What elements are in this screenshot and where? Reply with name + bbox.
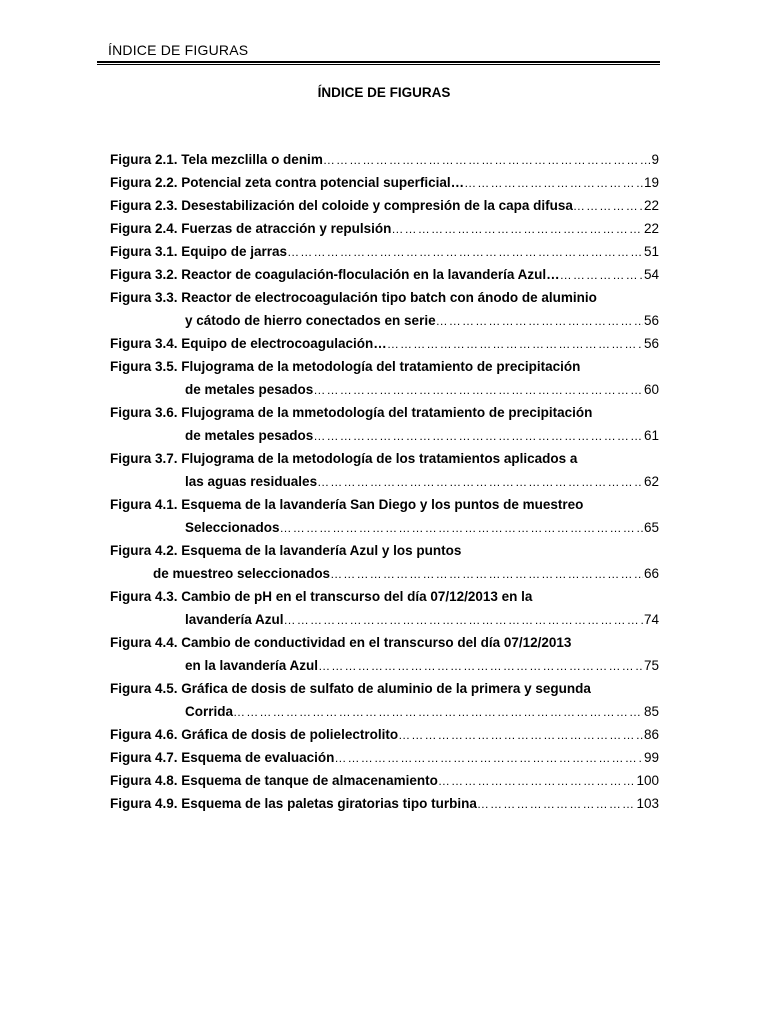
dot-leader xyxy=(323,149,651,171)
toc-entry-text: Figura 4.2. Esquema de la lavandería Azul y los puntos xyxy=(110,543,462,558)
toc-entry-text: Figura 3.7. Flujograma de la metodología de los tratamientos aplicados a xyxy=(110,451,578,466)
toc-entry-text: Figura 3.6. Flujograma de la mmetodología del tratamiento de precipitación xyxy=(110,405,593,420)
toc-entry-text: Figura 4.9. Esquema de las paletas giratorias tipo turbina xyxy=(110,796,477,811)
toc-page-number: 60 xyxy=(643,382,659,397)
toc-entry-line xyxy=(110,539,659,562)
toc-page-number: 19 xyxy=(643,175,659,190)
toc-entry-line xyxy=(110,217,659,240)
toc-entry-text: Figura 2.2. Potencial zeta contra potencial superficial… xyxy=(110,175,465,190)
toc-entry-text: Figura 4.7. Esquema de evaluación xyxy=(110,750,335,765)
toc-page-number: 74 xyxy=(643,612,659,627)
toc-page-number: 61 xyxy=(643,428,659,443)
dot-leader xyxy=(313,425,643,447)
page-title-text: ÍNDICE DE FIGURAS xyxy=(317,85,451,100)
toc-entry-text: Figura 4.5. Gráfica de dosis de sulfato de aluminio de la primera y segunda xyxy=(110,681,591,696)
dot-leader xyxy=(330,563,643,585)
toc-entry-line xyxy=(110,562,659,585)
dot-leader xyxy=(573,195,643,217)
toc-page-number: 54 xyxy=(643,267,659,282)
dot-leader xyxy=(477,793,636,815)
dot-leader xyxy=(317,471,643,493)
dot-leader xyxy=(391,218,643,240)
header-rule-thin xyxy=(97,64,660,65)
toc-entry-line xyxy=(110,493,659,516)
dot-leader xyxy=(233,701,643,723)
toc-entry-text: y cátodo de hierro conectados en serie xyxy=(185,313,436,328)
toc-entry-text: Figura 4.6. Gráfica de dosis de polielectrolito xyxy=(110,727,399,742)
toc-entry-line xyxy=(110,746,659,769)
toc-entry-line xyxy=(110,608,659,631)
toc-entry-text: Figura 2.1. Tela mezclilla o denim xyxy=(110,152,323,167)
dot-leader xyxy=(280,517,643,539)
toc-entry-text: Figura 4.8. Esquema de tanque de almacenamiento xyxy=(110,773,438,788)
toc-entry-line xyxy=(110,447,659,470)
figure-index-list xyxy=(110,148,659,815)
toc-entry-text: Figura 3.5. Flujograma de la metodología del tratamiento de precipitación xyxy=(110,359,581,374)
toc-entry-line xyxy=(110,378,659,401)
dot-leader xyxy=(436,310,643,332)
toc-entry-line xyxy=(110,631,659,654)
toc-page-number: 56 xyxy=(643,313,659,328)
toc-entry-text: las aguas residuales xyxy=(185,474,318,489)
toc-page-number: 100 xyxy=(636,773,659,788)
dot-leader xyxy=(313,379,643,401)
toc-entry-line xyxy=(110,401,659,424)
dot-leader xyxy=(387,333,643,355)
dot-leader xyxy=(284,609,643,631)
toc-entry-text: en la lavandería Azul xyxy=(185,658,319,673)
toc-entry-line xyxy=(110,654,659,677)
toc-page-number: 86 xyxy=(643,727,659,742)
toc-entry-text: Figura 3.3. Reactor de electrocoagulación tipo batch con ánodo de aluminio xyxy=(110,290,597,305)
toc-entry-line xyxy=(110,332,659,355)
toc-entry-line xyxy=(110,355,659,378)
toc-entry-text: Figura 3.2. Reactor de coagulación-floculación en la lavandería Azul… xyxy=(110,267,560,282)
toc-entry-text: de metales pesados xyxy=(185,428,314,443)
toc-entry-text: lavandería Azul xyxy=(185,612,284,627)
running-header: ÍNDICE DE FIGURAS xyxy=(108,42,249,58)
toc-entry-line xyxy=(110,585,659,608)
toc-page-number: 65 xyxy=(643,520,659,535)
toc-entry-line xyxy=(110,700,659,723)
page-title xyxy=(0,85,768,100)
toc-page-number: 75 xyxy=(643,658,659,673)
toc-entry-line xyxy=(110,286,659,309)
dot-leader xyxy=(438,770,636,792)
toc-entry-line xyxy=(110,677,659,700)
toc-entry-text: Figura 2.3. Desestabilización del coloide y compresión de la capa difusa xyxy=(110,198,573,213)
toc-entry-text: de metales pesados xyxy=(185,382,314,397)
header-rule xyxy=(97,61,660,63)
dot-leader xyxy=(560,264,643,286)
toc-entry-line xyxy=(110,263,659,286)
toc-entry-line xyxy=(110,470,659,493)
dot-leader xyxy=(334,747,643,769)
toc-entry-text: de muestreo seleccionados xyxy=(153,566,331,581)
toc-page-number: 22 xyxy=(643,198,659,213)
dot-leader xyxy=(318,655,643,677)
toc-entry-line xyxy=(110,194,659,217)
toc-entry-text: Seleccionados xyxy=(185,520,280,535)
toc-entry-line xyxy=(110,148,659,171)
toc-entry-line xyxy=(110,516,659,539)
toc-entry-line xyxy=(110,723,659,746)
toc-entry-text: Figura 4.4. Cambio de conductividad en el transcurso del día 07/12/2013 xyxy=(110,635,572,650)
toc-entry-line xyxy=(110,171,659,194)
toc-entry-line xyxy=(110,769,659,792)
toc-page-number: 85 xyxy=(643,704,659,719)
toc-entry-text: Figura 4.3. Cambio de pH en el transcurso del día 07/12/2013 en la xyxy=(110,589,533,604)
toc-entry-text: Figura 2.4. Fuerzas de atracción y repulsión xyxy=(110,221,392,236)
toc-entry-text: Figura 3.4. Equipo de electrocoagulación… xyxy=(110,336,387,351)
dot-leader xyxy=(464,172,643,194)
toc-entry-line xyxy=(110,240,659,263)
toc-page-number: 66 xyxy=(643,566,659,581)
toc-entry-line xyxy=(110,309,659,332)
toc-page-number: 103 xyxy=(636,796,659,811)
toc-page-number: 56 xyxy=(643,336,659,351)
dot-leader xyxy=(287,241,643,263)
toc-entry-line xyxy=(110,424,659,447)
dot-leader xyxy=(398,724,643,746)
toc-page-number: 9 xyxy=(651,152,659,167)
toc-page-number: 62 xyxy=(643,474,659,489)
toc-entry-text: Corrida xyxy=(185,704,234,719)
toc-page-number: 22 xyxy=(643,221,659,236)
toc-entry-line xyxy=(110,792,659,815)
toc-entry-text: Figura 3.1. Equipo de jarras xyxy=(110,244,288,259)
toc-page-number: 51 xyxy=(643,244,659,259)
toc-entry-text: Figura 4.1. Esquema de la lavandería San Diego y los puntos de muestreo xyxy=(110,497,584,512)
toc-page-number: 99 xyxy=(643,750,659,765)
